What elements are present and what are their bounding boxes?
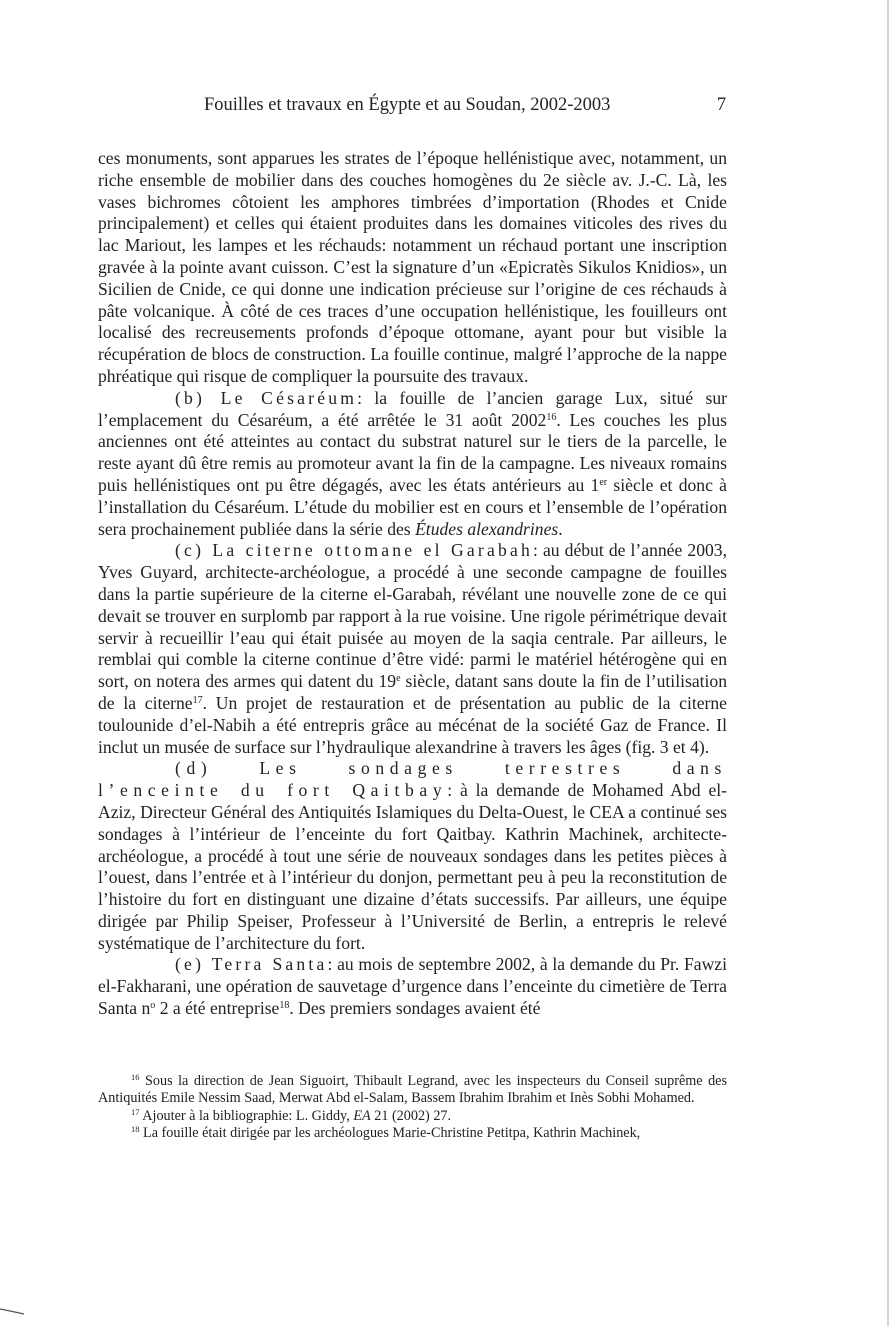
section-heading-terra-santa: (e) Terra Santa: [175, 954, 328, 975]
paragraph-cesareum: [98, 388, 727, 541]
paragraph-text: : la fouille de l’ancien garage Lux, situé sur l’emplacement du Césaréum, a été arrêtée le 31 août 2002: [98, 387, 728, 430]
paragraph-text: 2 a été entreprise: [155, 998, 280, 1019]
footnote-text: 21 (2002) 27.: [370, 1107, 452, 1124]
footnote-number: 16: [131, 1072, 140, 1082]
superscript-e: e: [396, 673, 401, 685]
footnote-ref-18: 18: [279, 1000, 290, 1012]
paragraph-terra-santa: [98, 954, 727, 1019]
paragraph-text: : au début de l’année 2003, Yves Guyard, architecte-archéologue, a procédé à une seconde campagne de fouilles dans la partie supérieure de la citerne el-Garabah, révélant une nouvelle zone de ce qui devait se trouver en surplomb par rapport à la rue voisine. Une rigole périmétrique devait servir à recueillir l’eau qui était puisée au moyen de la saqia centrale. Par ailleurs, le remblai qui comble la citerne continue d’être vidé: parmi le matériel hétérogène qui en sort, on notera des armes qui datent du 19: [98, 540, 727, 692]
paragraph-qaitbay: [98, 758, 727, 954]
series-title: Études alexandrines: [415, 518, 559, 539]
scan-edge-line: [887, 0, 889, 1326]
paragraph-text: . Les couches les plus anciennes ont été atteintes au contact du substrat naturel sur le tiers de la parcelle, le reste ayant dû être remis au promoteur avant la fin de la campagne. Les niveaux romains puis hellénistiques ont pu être dégagés, avec les états antérieurs au 1: [98, 409, 727, 495]
paragraph-text: siècle, datant sans doute la fin de l’utilisation de la citerne: [98, 671, 727, 713]
running-header: [204, 95, 726, 121]
section-heading-cesareum: (b) Le Césaréum: [175, 387, 358, 408]
paragraph-text: siècle et donc à l’installation du Césaréum. L’étude du mobilier est en cours et l’ensemble de l’opération sera prochainement publiée dans la série des: [98, 474, 727, 539]
journal-abbrev: EA: [353, 1107, 371, 1124]
scan-artifact-mark: [0, 1306, 26, 1316]
footnote-ref-17: 17: [192, 694, 203, 706]
paragraph-text: .: [558, 518, 563, 539]
footnote-16: [98, 1073, 727, 1108]
footnote-text: Sous la direction de Jean Siguoirt, Thibault Legrand, avec les inspecteurs du Conseil suprême des Antiquités Emile Nessim Saad, Merwat Abd el-Salam, Bassem Ibrahim Ibrahim et Inès Sobhi Mohamed.: [98, 1073, 727, 1107]
footnote-number: 18: [131, 1124, 140, 1135]
paragraph-text: : à la demande de Mohamed Abd el-Aziz, Directeur Général des Antiquités Islamiques du Delta-Ouest, le CEA a continué ses sondages à l’intérieur de l’enceinte du fort Qaitbay. Kathrin Machinek, architecte-archéologue, a procédé à tout une série de nouveaux sondages dans les petites pièces à l’ouest, dans l’entrée et à l’intérieur du donjon, permettant peu à peu la reconstitution de l’histoire du fort en distinguant une dizaine d’états successifs. Par ailleurs, une équipe dirigée par Philip Speiser, Professeur à l’Université de Berlin, a entrepris le relevé systématique de l’architecture du fort.: [98, 780, 727, 953]
paragraph-1: [98, 148, 727, 388]
footnote-17: [98, 1108, 727, 1125]
paragraph-text: . Des premiers sondages avaient été: [289, 998, 541, 1019]
paragraph-text: . Un projet de restauration et de présentation au public de la citerne toulounide d’el-Nabih a été entrepris grâce au mécénat de la société Gaz de France. Il inclut un musée de surface sur l’hydraulique alexandrine à travers les âges (fig. 3 et 4).: [98, 692, 727, 757]
paragraph-citerne: [98, 540, 727, 758]
superscript-o: o: [150, 1000, 156, 1012]
footnote-18: [98, 1125, 727, 1142]
footnote-text: La fouille était dirigée par les archéologues Marie-Christine Petitpa, Kathrin Machinek,: [139, 1125, 641, 1142]
footnotes: [98, 1073, 727, 1143]
section-heading-citerne: (c) La citerne ottomane el Garabah: [175, 540, 533, 561]
section-heading-qaitbay: (d) Les sondages terrestres dans l’enceinte du fort Qaitbay: [98, 758, 727, 801]
footnote-text: Ajouter à la bibliographie: L. Giddy,: [139, 1107, 354, 1124]
page-number: 7: [716, 95, 726, 115]
paragraph-1-text: ces monuments, sont apparues les strates de l’époque hellénistique avec, notamment, un riche ensemble de mobilier dans des couches homogènes du 2e siècle av. J.-C. Là, les vases bichromes côtoient les amphores timbrées d’importation (Rhodes et Cnide principalement) et celles qui étaient produites dans les domaines viticoles des rives du lac Mariout, les lampes et les réchauds: notamment un réchaud portant une inscription gravée à la pointe avant cuisson. C’est la signature d’un «Epicratès Sikulos Knidios», un Sicilien de Cnide, ce qui donne une indication précieuse sur l’origine de ces réchauds à pâte volcanique. À côté de ces traces d’une occupation hellénistique, les fouilleurs ont localisé des recreusements profonds d’époque ottomane, ayant pour but visible la récupération de blocs de construction. La fouille continue, malgré l’approche de la nappe phréatique qui risque de compliquer la poursuite des travaux.: [98, 148, 727, 386]
footnote-ref-16: 16: [546, 411, 557, 423]
running-title: Fouilles et travaux en Égypte et au Soudan, 2002-2003: [204, 95, 611, 115]
paragraph-text: : au mois de septembre 2002, à la demande du Pr. Fawzi el-Fakharani, une opération de sauvetage d’urgence dans l’enceinte du cimetière de Terra Santa n: [98, 954, 727, 1019]
body-text: [98, 148, 727, 1020]
superscript-er: er: [599, 476, 608, 488]
footnote-number: 17: [131, 1106, 140, 1117]
